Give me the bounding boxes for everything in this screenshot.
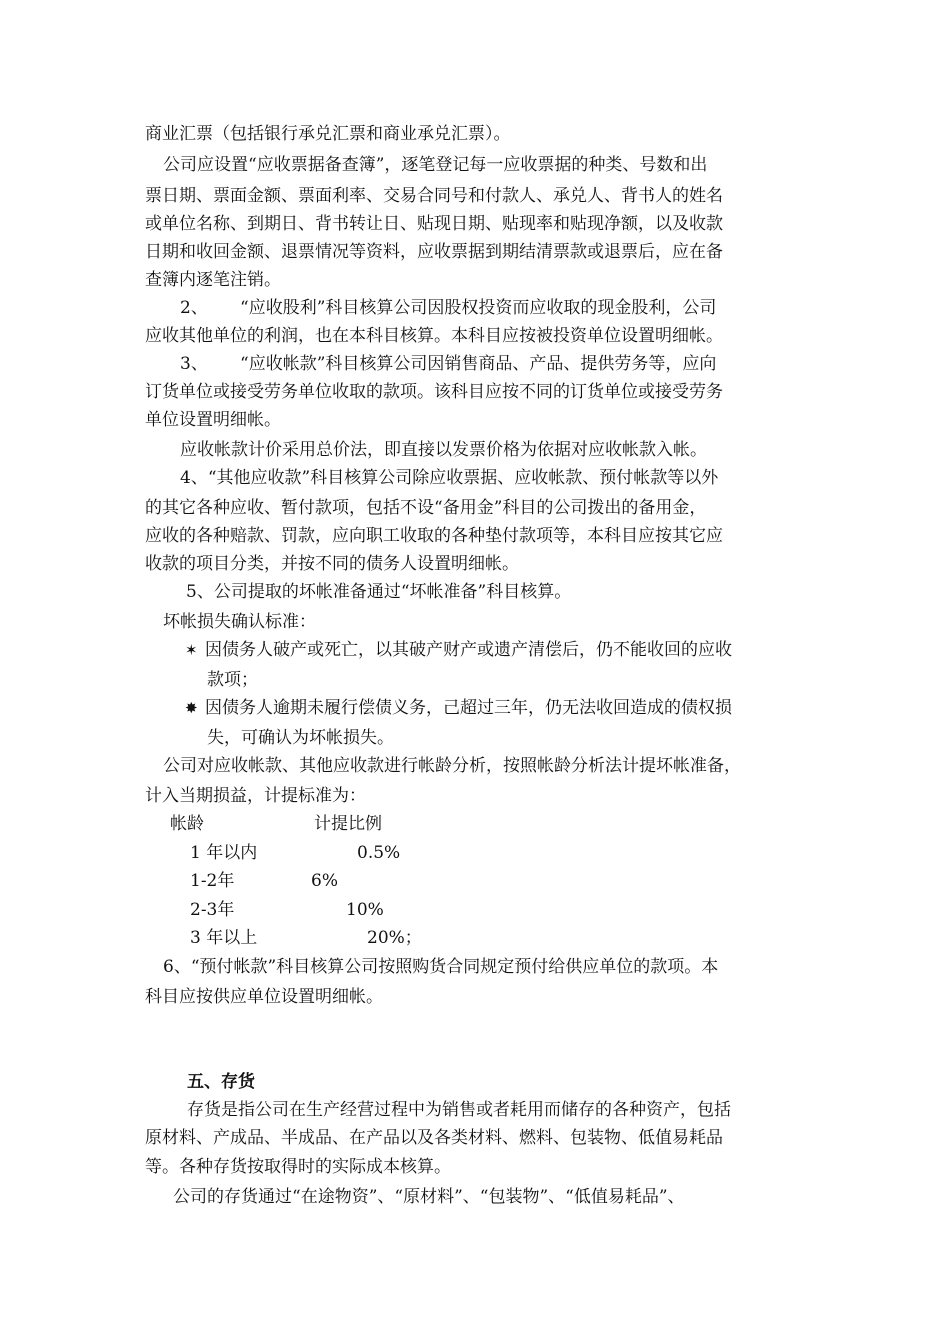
paragraph-line: 存货是指公司在生产经营过程中为销售或者耗用而储存的各种资产，包括 [187,1100,731,1120]
paragraph-line: 等。各种存货按取得时的实际成本核算。 [145,1157,451,1177]
paragraph-line: 票日期、票面金额、票面利率、交易合同号和付款人、承兑人、背书人的姓名 [145,186,723,206]
paragraph-line: 5、公司提取的坏帐准备通过“坏帐准备”科目核算。 [186,582,572,602]
item-number: 2、 [180,298,208,318]
paragraph-line: 公司对应收帐款、其他应收款进行帐龄分析，按照帐龄分析法计提坏帐准备， [163,756,741,776]
paragraph-line: 或单位名称、到期日、背书转让日、贴现日期、贴现率和贴现净额，以及收款 [145,214,723,234]
paragraph-line: 应收的各种赔款、罚款，应向职工收取的各种垫付款项等，本科目应按其它应 [145,526,723,546]
item-number: 3、 [180,354,208,374]
paragraph-line: 日期和收回金额、退票情况等资料，应收票据到期结清票款或退票后，应在备 [145,242,723,262]
criteria-label: 坏帐损失确认标准： [163,612,316,632]
bullet-continuation: 款项； [207,670,258,690]
table-cell-rate: 20%； [367,928,422,948]
bullet-text: 因债务人逾期未履行偿债义务，己超过三年，仍无法收回造成的债权损 [205,698,732,718]
paragraph-line: 订货单位或接受劳务单位收取的款项。该科目应按不同的订货单位或接受劳务 [145,382,723,402]
table-header-rate: 计提比例 [314,814,382,834]
bullet-line [185,640,732,660]
paragraph-line: 原材料、产成品、半成品、在产品以及各类材料、燃料、包装物、低值易耗品 [145,1128,723,1148]
paragraph-line: 查簿内逐笔注销。 [145,270,281,290]
paragraph-line: 应收其他单位的利润，也在本科目核算。本科目应按被投资单位设置明细帐。 [145,326,723,346]
table-cell-age: 2-3年 [190,900,235,920]
bullet-continuation: 失，可确认为坏帐损失。 [207,728,394,748]
paragraph-line: 公司应设置“应收票据备查簿”，逐笔登记每一应收票据的种类、号数和出 [163,155,708,175]
paragraph-line: 商业汇票（包括银行承兑汇票和商业承兑汇票）。 [145,124,511,144]
bullet-text: 因债务人破产或死亡，以其破产财产或遗产清偿后，仍不能收回的应收 [205,640,732,660]
paragraph-line: 科目应按供应单位设置明细帐。 [145,987,383,1007]
table-cell-age: 1-2年 [190,871,235,891]
star-bullet-icon: ✶ [185,641,198,659]
paragraph-line: 6、“预付帐款”科目核算公司按照购货合同规定预付给供应单位的款项。本 [163,957,719,977]
paragraph-line: 的其它各种应收、暂付款项，包括不设“备用金”科目的公司拨出的备用金， [145,498,707,518]
table-cell-rate: 6% [311,871,338,891]
paragraph-line: 单位设置明细帐。 [145,410,281,430]
paragraph-line: 收款的项目分类，并按不同的债务人设置明细帐。 [145,554,519,574]
paragraph-line: 公司的存货通过“在途物资”、“原材料”、“包装物”、“低值易耗品”、 [173,1187,685,1207]
section-heading: 五、存货 [187,1072,255,1092]
table-cell-age: 1 年以内 [190,843,258,863]
paragraph-line: “应收帐款”科目核算公司因销售商品、产品、提供劳务等，应向 [240,354,717,374]
table-cell-rate: 0.5% [357,843,401,863]
paragraph-line: 4、“其他应收款”科目核算公司除应收票据、应收帐款、预付帐款等以外 [180,468,719,488]
paragraph-line: “应收股利”科目核算公司因股权投资而应收取的现金股利，公司 [240,298,717,318]
table-cell-rate: 10% [346,900,384,920]
paragraph-line: 应收帐款计价采用总价法，即直接以发票价格为依据对应收帐款入帐。 [180,440,707,460]
table-cell-age: 3 年以上 [190,928,258,948]
paragraph-line: 计入当期损益，计提标准为： [145,786,366,806]
bullet-line [185,698,732,718]
table-header-age: 帐龄 [170,814,204,834]
asterisk-bullet-icon: ✸ [185,699,198,717]
